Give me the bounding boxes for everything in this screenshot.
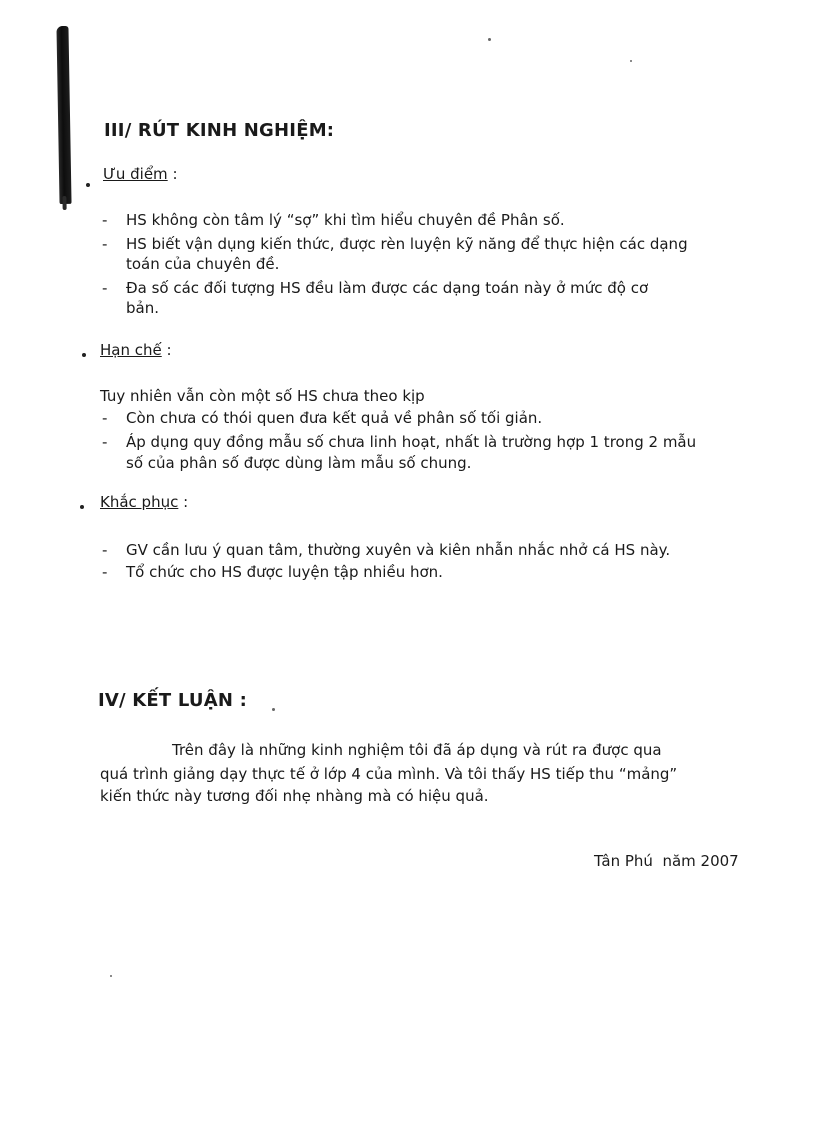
remedies-colon: : [178, 493, 189, 511]
conclusion-line-2: quá trình giảng dạy thực tế ở lớp 4 của mình. Và tôi thấy HS tiếp thu “mảng” [100, 765, 678, 783]
dash-bullet: - [102, 433, 108, 451]
bullet-dot [80, 505, 84, 509]
limitation-item-2-line-1: Áp dụng quy đồng mẫu số chưa linh hoạt, nhất là trường hợp 1 trong 2 mẫu [126, 433, 697, 451]
remedies-title [100, 493, 188, 511]
limitations-intro: Tuy nhiên vẫn còn một số HS chưa theo kịp [100, 387, 425, 405]
remedies-label: Khắc phục [100, 493, 179, 511]
scan-speck [488, 38, 491, 41]
place-date-signature: Tân Phú năm 2007 [594, 852, 739, 870]
advantage-item-3-line-2: bản. [126, 299, 159, 317]
advantage-item-1-line-1: HS không còn tâm lý “sợ” khi tìm hiểu chuyên đề Phân số. [126, 211, 565, 229]
advantage-item-2-line-2: toán của chuyên đề. [126, 255, 280, 273]
limitation-item-2-line-2: số của phân số được dùng làm mẫu số chung. [126, 454, 472, 472]
limitations-label: Hạn chế [100, 341, 162, 359]
dash-bullet: - [102, 279, 108, 297]
scan-artifact-bar [56, 26, 71, 204]
advantage-item-2-line-1: HS biết vận dụng kiến thức, được rèn luyện kỹ năng để thực hiện các dạng [126, 235, 688, 253]
dash-bullet: - [102, 235, 108, 253]
section-4-heading: IV/ KẾT LUẬN : [98, 690, 247, 711]
limitations-colon: : [161, 341, 172, 359]
scan-speck [110, 975, 112, 977]
limitations-title [100, 341, 172, 359]
conclusion-line-3: kiến thức này tương đối nhẹ nhàng mà có hiệu quả. [100, 787, 489, 805]
remedy-item-2: Tổ chức cho HS được luyện tập nhiều hơn. [126, 563, 443, 581]
bullet-dot [86, 183, 90, 187]
advantages-label: Ưu điểm [103, 165, 168, 183]
scan-speck [630, 60, 632, 62]
bullet-dot [82, 353, 86, 357]
dash-bullet: - [102, 541, 108, 559]
conclusion-line-1: Trên đây là những kinh nghiệm tôi đã áp dụng và rút ra được qua [172, 741, 662, 759]
advantages-colon: : [167, 165, 178, 183]
advantage-item-3-line-1: Đa số các đối tượng HS đều làm được các dạng toán này ở mức độ cơ [126, 279, 649, 297]
scan-speck [272, 708, 275, 711]
dash-bullet: - [102, 211, 108, 229]
advantages-title [103, 165, 178, 183]
limitation-item-1-line-1: Còn chưa có thói quen đưa kết quả về phân số tối giản. [126, 409, 543, 427]
remedy-item-1: GV cần lưu ý quan tâm, thường xuyên và kiên nhẫn nhắc nhở cá HS này. [126, 541, 671, 559]
dash-bullet: - [102, 409, 108, 427]
section-3-heading: III/ RÚT KINH NGHIỆM: [104, 120, 335, 141]
dash-bullet: - [102, 563, 108, 581]
